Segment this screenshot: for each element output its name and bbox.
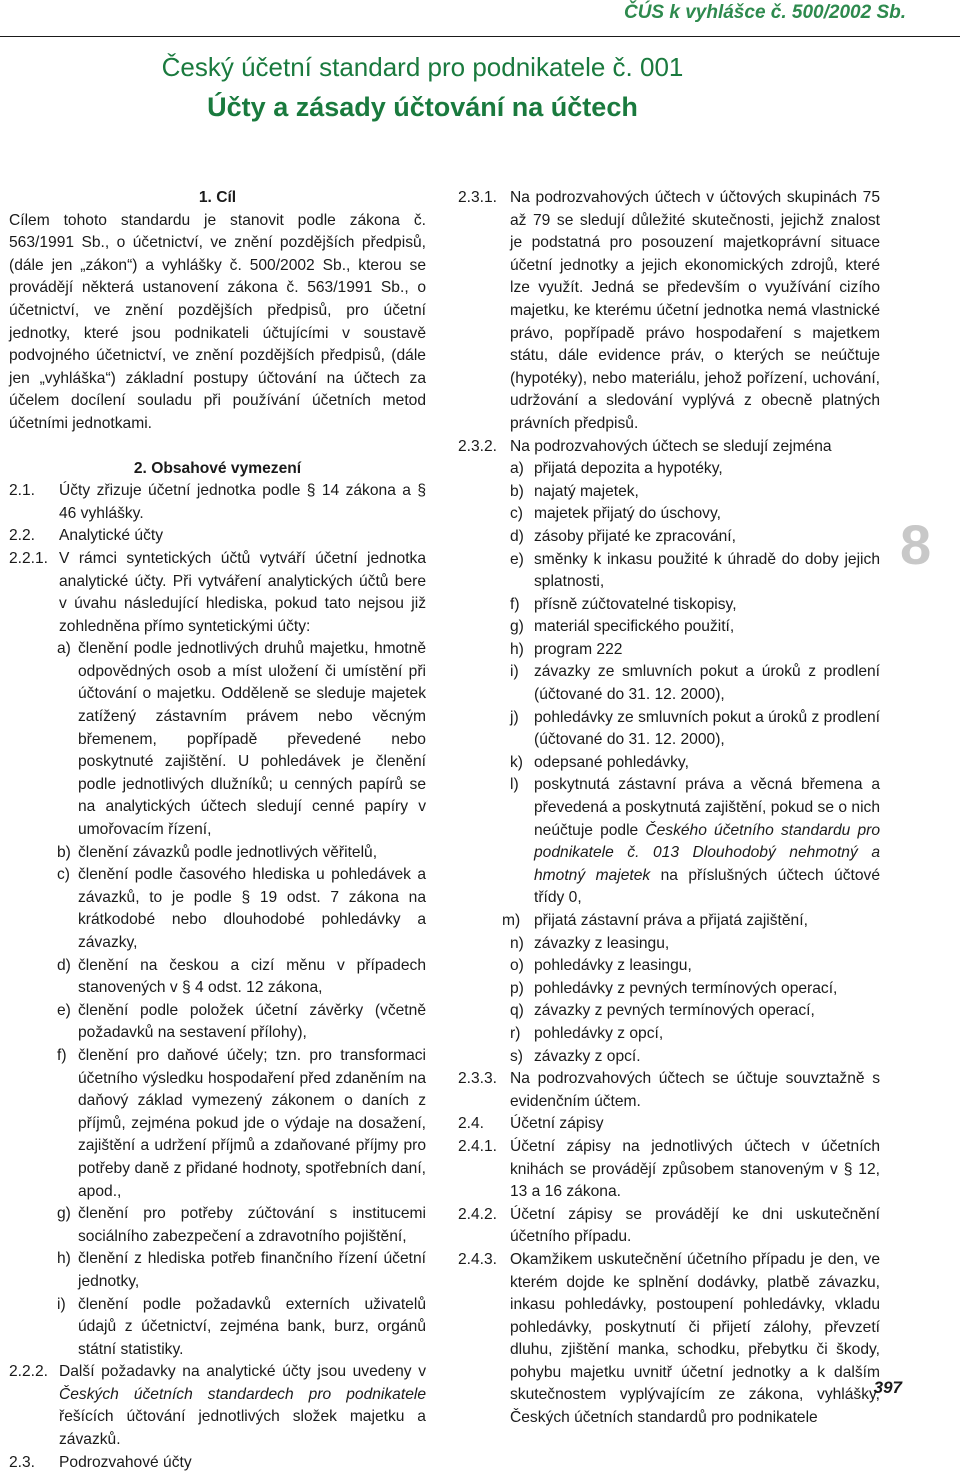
list-text: závazky z pevných termínových operací, xyxy=(534,1002,815,1020)
list-text: členění pro daňové účely; tzn. pro transformaci účetního výsledku hospodaření před zdaněním na daňový základ vymezený zákonem o daních z příjmů, zejména pokud jde o výdaje na dosažení, zajištění a udržení příjmů a zdaňované příjmy pro potřeby daně z přidané hodnoty, spotřebních daní, apod., xyxy=(78,1046,426,1200)
list-marker: o) xyxy=(510,957,524,975)
list-item xyxy=(9,638,426,841)
header-document-reference: ČÚS k vyhlášce č. 500/2002 Sb. xyxy=(623,2,906,23)
paragraph-text: Účetní zápisy na jednotlivých účtech v účetních knihách se provádějí způsobem stanoveným v § 12, 13 a 16 zákona. xyxy=(510,1137,880,1201)
list-marker: f) xyxy=(510,595,520,613)
list-item xyxy=(458,594,880,617)
standard-subtitle: Účty a zásady účtování na účtech xyxy=(207,92,638,122)
paragraph-number: 2.4.3. xyxy=(458,1250,498,1268)
list-text: pohledávky ze smluvních pokut a úroků z prodlení (účtované do 31. 12. 2000), xyxy=(534,708,880,749)
list-marker: j) xyxy=(510,708,519,726)
list-item xyxy=(458,752,880,775)
paragraph-text: Analytické účty xyxy=(59,527,164,545)
list-item xyxy=(458,774,880,910)
list-marker: a) xyxy=(510,460,524,478)
paragraph-2-4 xyxy=(458,1113,880,1136)
left-column xyxy=(9,187,426,1474)
list-item xyxy=(458,481,880,504)
paragraph-2-1 xyxy=(9,480,426,525)
paragraph-2-4-2 xyxy=(458,1204,880,1249)
paragraph-number: 2.3.2. xyxy=(458,437,498,455)
paragraph-number: 2.2. xyxy=(9,527,36,545)
list-marker: q) xyxy=(510,1002,524,1020)
section-1-text: Cílem tohoto standardu je stanovit podle zákona č. 563/1991 Sb., o účetnictví, ve znění pozdějších předpisů, (dále jen „zákon“) a vyhlášky č. 500/2002 Sb., kterou se provádějí některá ustanovení zákona č. 563/1991 Sb., o účetnictví, ve znění pozdějších předpisů, pro účetní jednotky, které jsou podnikateli účtujícími v soustavě podvojného účetnictví, ve znění pozdějších předpisů, (dále jen „vyhláška“) základní postupy účtování na účtech za účelem docílení souladu při používání účetních metod účetními jednotkami. xyxy=(9,211,426,432)
list-item xyxy=(9,1203,426,1248)
list-marker: m) xyxy=(502,912,521,929)
paragraph-number: 2.3. xyxy=(9,1453,36,1471)
list-item xyxy=(9,842,426,865)
paragraph-number: 2.3.1. xyxy=(458,189,498,206)
list-item xyxy=(9,1248,426,1293)
list-marker: e) xyxy=(57,1001,71,1019)
list-text: členění podle položek účetní závěrky (včetně požadavků na sestavení přílohy), xyxy=(78,1001,426,1042)
paragraph-text: Podrozvahové účty xyxy=(59,1453,192,1471)
list-marker: n) xyxy=(510,934,524,952)
list-item xyxy=(458,1000,880,1023)
paragraph-number: 2.1. xyxy=(9,482,36,500)
list-item xyxy=(458,458,880,481)
list-text: závazky z leasingu, xyxy=(534,934,670,952)
standard-reference: Českých účetních standardech pro podnikatele xyxy=(59,1385,426,1403)
list-text: majetek přijatý do úschovy, xyxy=(534,505,721,523)
list-marker: i) xyxy=(510,663,519,681)
paragraph-number: 2.4.1. xyxy=(458,1137,498,1155)
list-item xyxy=(9,1294,426,1362)
list-marker: e) xyxy=(510,550,524,568)
list-text: členění podle požadavků externích uživatelů údajů z účetnictví, zejména bank, burz, orgánů státní statistiky. xyxy=(78,1295,426,1358)
list-marker: h) xyxy=(510,640,524,658)
paragraph-text: Účty zřizuje účetní jednotka podle § 14 zákona a § 46 vyhlášky. xyxy=(59,482,426,522)
paragraph-2-3-1 xyxy=(458,187,880,436)
list-marker: a) xyxy=(57,640,71,658)
list-text: pohledávky z pevných termínových operací, xyxy=(534,979,838,997)
paragraph-2-3 xyxy=(9,1452,426,1474)
paragraph-number: 2.2.2. xyxy=(9,1363,49,1381)
list-text: členění závazků podle jednotlivých věřitelů, xyxy=(78,843,378,861)
list-item xyxy=(9,1000,426,1045)
paragraph-number: 2.3.3. xyxy=(458,1070,498,1088)
list-text: směnky k inkasu použité k úhradě do doby jejich splatnosti, xyxy=(534,550,880,591)
list-marker: p) xyxy=(510,979,524,997)
paragraph-2-2 xyxy=(9,525,426,548)
list-text: členění z hlediska potřeb finančního řízení účetní jednotky, xyxy=(78,1250,426,1290)
header-divider xyxy=(0,36,960,37)
list-marker: s) xyxy=(510,1047,523,1065)
list-text: přijatá depozita a hypotéky, xyxy=(534,460,723,478)
standard-reference: Českého účetního standardu pro podnikatele č. 013 Dlouhodobý nehmotný a hmotný majetek xyxy=(534,821,880,884)
list-item xyxy=(458,661,880,706)
paragraph-2-3-2 xyxy=(458,436,880,459)
list-marker: g) xyxy=(57,1205,71,1223)
list-text: závazky z opcí. xyxy=(534,1047,641,1065)
list-item xyxy=(458,933,880,956)
list-text: přijatá zástavní práva a přijatá zajištění, xyxy=(534,912,808,929)
list-marker: l) xyxy=(510,776,519,794)
list-text: najatý majetek, xyxy=(534,482,639,500)
list-item xyxy=(458,955,880,978)
list-text: pohledávky z opcí, xyxy=(534,1024,664,1042)
list-marker: c) xyxy=(510,505,523,523)
list-text-part: na příslušných účtech účtové třídy 0, xyxy=(534,866,880,907)
list-text: závazky ze smluvních pokut a úroků z prodlení (účtované do 31. 12. 2000), xyxy=(534,663,880,704)
paragraph-text: Na podrozvahových účtech se účtuje souvztažně s evidenčním účtem. xyxy=(510,1070,880,1110)
list-item xyxy=(458,1046,880,1069)
list-marker: g) xyxy=(510,618,524,636)
list-item xyxy=(458,910,880,933)
paragraph-text-part: Další požadavky na analytické účty jsou uvedeny v xyxy=(59,1363,426,1381)
list-text: členění pro potřeby zúčtování s institucemi sociálního zabezpečení a zdravotního pojištění, xyxy=(78,1205,426,1245)
list-item xyxy=(458,549,880,594)
paragraph-2-3-3 xyxy=(458,1068,880,1113)
list-text: členění na českou a cizí měnu v případech stanovených v § 4 odst. 12 zákona, xyxy=(78,956,426,997)
paragraph-text: Na podrozvahových účtech v účtových skupinách 75 až 79 se sledují důležité skutečnosti, jejichž znalost je podstatná pro posouzení majetkoprávní situace účetní jednotky a jejich ekonomických zdrojů, které lze využít. Jedná se především o využívání cizího majetku, ke kterému účetní jednotka nemá vlastnické právo, popřípadě právo hospodaření s majetkem státu, dále evidence práv, o kterých se neúčtuje (hypotéky), nebo materiálu, jehož pořízení, uchování, udržování a sledování vyplývá z obecně platných právních předpisů. xyxy=(510,189,880,432)
list-marker: k) xyxy=(510,753,523,771)
list-marker: b) xyxy=(57,843,71,861)
paragraph-number: 2.4.2. xyxy=(458,1205,498,1223)
list-marker: b) xyxy=(510,482,524,500)
paragraph-number: 2.4. xyxy=(458,1115,485,1133)
list-text-part: poskytnutá zástavní práva a věcná břemena a převedená a poskytnutá zajištění, pokud se o nich neúčtuje podle xyxy=(534,776,880,839)
paragraph-2-2-2 xyxy=(9,1361,426,1451)
list-text: přísně zúčtovatelné tiskopisy, xyxy=(534,595,737,613)
paragraph-text: Okamžikem uskutečnění účetního případu je den, ve kterém dojde ke splnění dodávky, platbě závazku, inkasu pohledávky, postoupení pohledávky, vkladu pohledávky, poskytnutí či přijetí zálohy, převzetí dluhu, zjištění manka, schodku, přebytku či škody, pohybu majetku uvnitř účetní jednotky a k dalším skutečnostem vyplývajícím ze zákona, vyhlášky, Českých účetních standardů pro podnikatele xyxy=(510,1250,880,1427)
paragraph-2-4-3 xyxy=(458,1249,880,1430)
paragraph-2-2-1 xyxy=(9,548,426,638)
paragraph-text: Účetní zápisy se provádějí ke dni uskutečnění účetního případu. xyxy=(510,1205,880,1246)
list-item xyxy=(458,526,880,549)
section-1-heading: 1. Cíl xyxy=(198,189,237,206)
right-column xyxy=(458,187,880,1430)
list-text: program 222 xyxy=(534,640,623,658)
section-2-heading: 2. Obsahové vymezení xyxy=(133,459,302,477)
list-text: materiál specifického použití, xyxy=(534,618,735,636)
list-item xyxy=(458,639,880,662)
list-marker: i) xyxy=(57,1295,66,1313)
list-item xyxy=(9,955,426,1000)
list-item xyxy=(458,707,880,752)
paragraph-text: Na podrozvahových účtech se sledují zejména xyxy=(510,437,832,455)
paragraph-2-4-1 xyxy=(458,1136,880,1204)
list-marker: d) xyxy=(510,527,524,545)
paragraph-number: 2.2.1. xyxy=(9,549,49,567)
chapter-side-marker: 8 xyxy=(900,513,932,576)
list-text: členění podle jednotlivých druhů majetku, hmotně odpovědných osob a míst uložení či umístění při účtování o majetku. Odděleně se sleduje majetek zatížený zástavním právem nebo věcným břemenem, popřípadě převedené nebo poskytnuté zajištění. U pohledávek je členění podle jednotlivých dlužníků; u cenných papírů se na analytických účtech sledují cenné papíry v umořovacím řízení, xyxy=(78,640,426,839)
paragraph-text: V rámci syntetických účtů vytváří účetní jednotka analytické účty. Při vytváření analytických účtů bere v úvahu následující hlediska, pokud tato nejsou již zohledněna přímo syntetickými účty: xyxy=(59,549,426,635)
list-text: členění podle časového hlediska u pohledávek a závazků, to je podle § 19 odst. 7 zákona na krátkodobé nebo dlouhodobé pohledávky a závazky, xyxy=(78,866,426,951)
list-item xyxy=(9,1045,426,1203)
list-text: pohledávky z leasingu, xyxy=(534,957,692,975)
list-text: odepsané pohledávky, xyxy=(534,753,689,771)
list-item xyxy=(458,503,880,526)
list-item xyxy=(9,864,426,954)
page-number: 397 xyxy=(873,1378,902,1397)
list-marker: f) xyxy=(57,1046,67,1064)
list-marker: r) xyxy=(510,1024,521,1042)
paragraph-text-part: řešících účtování jednotlivých složek majetku a závazků. xyxy=(59,1408,426,1449)
paragraph-text: Účetní zápisy xyxy=(510,1115,604,1133)
list-item xyxy=(458,1023,880,1046)
list-text: zásoby přijaté ke zpracování, xyxy=(534,527,736,545)
list-marker: c) xyxy=(57,866,70,884)
list-marker: d) xyxy=(57,956,71,974)
standard-title: Český účetní standard pro podnikatele č. 001 xyxy=(161,52,684,82)
list-marker: h) xyxy=(57,1250,71,1268)
list-item xyxy=(458,978,880,1001)
list-item xyxy=(458,616,880,639)
